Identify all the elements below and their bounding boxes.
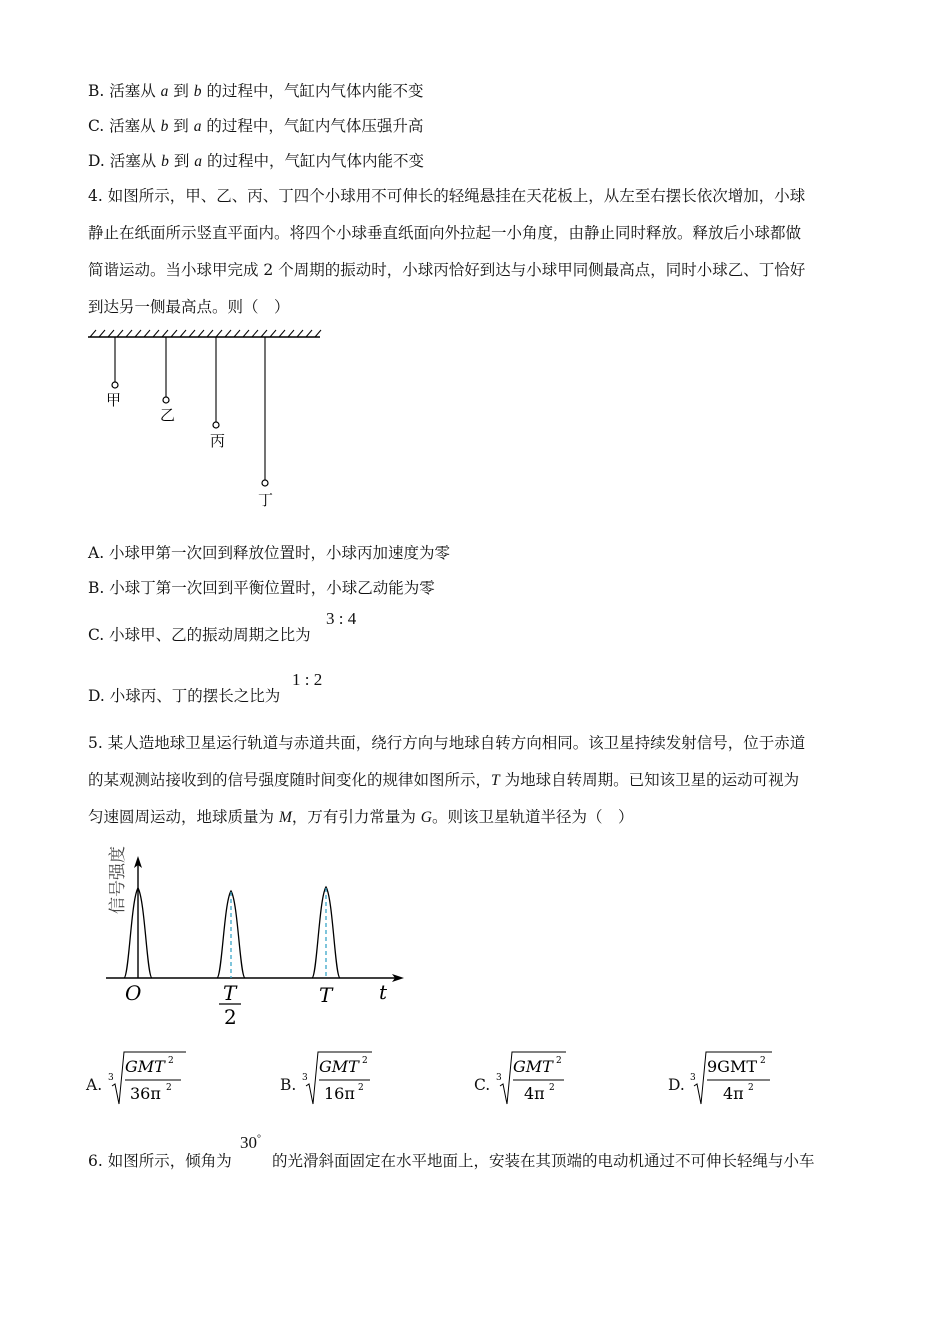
svg-text:16π: 16π bbox=[324, 1084, 355, 1103]
tick-half-denominator: 2 bbox=[224, 1005, 237, 1029]
q4-option-c: C. 小球甲、乙的振动周期之比为 bbox=[88, 626, 311, 644]
q5-line-1: 5. 某人造地球卫星运行轨道与赤道共面，绕行方向与地球自转方向相同。该卫星持续发射信号，位于赤道 bbox=[88, 734, 806, 752]
ylabel-signal-strength: 信号强度 bbox=[108, 846, 128, 914]
pendulum-ding bbox=[258, 337, 273, 509]
svg-text:3: 3 bbox=[690, 1073, 696, 1083]
svg-text:4π: 4π bbox=[524, 1084, 545, 1103]
svg-text:GMT: GMT bbox=[125, 1057, 165, 1076]
svg-text:3: 3 bbox=[496, 1073, 502, 1083]
q4-line-3: 简谐运动。当小球甲完成 2 个周期的振动时，小球丙恰好到达与小球甲同侧最高点，同时小球乙、丁恰好 bbox=[88, 261, 806, 279]
svg-text:GMT: GMT bbox=[319, 1057, 359, 1076]
q5-line-3: 匀速圆周运动，地球质量为 M，万有引力常量为 G。则该卫星轨道半径为（ ） bbox=[88, 808, 634, 826]
pendulum-figure bbox=[80, 325, 330, 515]
svg-text:3: 3 bbox=[302, 1073, 308, 1083]
q3-option-d: D. 活塞从 b 到 a 的过程中，气缸内气体内能不变 bbox=[88, 152, 424, 170]
svg-text:2: 2 bbox=[166, 1083, 172, 1093]
q4-stem bbox=[88, 178, 864, 326]
svg-text:3: 3 bbox=[108, 1073, 114, 1083]
label-bing: 丙 bbox=[210, 432, 226, 450]
pendulum-yi bbox=[160, 337, 175, 424]
svg-text:GMT: GMT bbox=[513, 1057, 553, 1076]
label-ding: 丁 bbox=[258, 491, 274, 509]
radical-b bbox=[300, 1050, 460, 1110]
q4-line-1: 4. 如图所示，甲、乙、丙、丁四个小球用不可伸长的轻绳悬挂在天花板上，从左至右摆长依次增加，小球 bbox=[88, 187, 806, 205]
q5-line-2: 的某观测站接收到的信号强度随时间变化的规律如图所示，T 为地球自转周期。已知该卫星的运动可视为 bbox=[88, 771, 800, 789]
svg-text:2: 2 bbox=[168, 1056, 174, 1066]
label-yi: 乙 bbox=[160, 406, 176, 424]
label-jia: 甲 bbox=[106, 391, 122, 409]
q5-stem bbox=[88, 725, 864, 836]
svg-text:2: 2 bbox=[748, 1083, 754, 1093]
svg-text:2: 2 bbox=[362, 1056, 368, 1066]
radical-d bbox=[688, 1050, 848, 1110]
q6-line-1: 6. 如图所示，倾角为 bbox=[88, 1152, 232, 1170]
svg-text:4π: 4π bbox=[723, 1084, 744, 1103]
ceiling-hatching bbox=[90, 330, 321, 337]
q4-option-d: D. 小球丙、丁的摆长之比为 bbox=[88, 687, 281, 705]
q4-option-c-ratio: 3 : 4 bbox=[326, 609, 357, 628]
svg-text:2: 2 bbox=[760, 1056, 766, 1066]
svg-text:36π: 36π bbox=[130, 1084, 161, 1103]
radical-d-numerator: 9GMT bbox=[707, 1057, 758, 1076]
signal-strength-figure bbox=[100, 842, 410, 1032]
origin-label: O bbox=[125, 981, 142, 1005]
radical-a bbox=[106, 1050, 266, 1110]
pendulum-jia bbox=[106, 337, 121, 409]
q4-option-d-ratio: 1 : 2 bbox=[292, 670, 323, 689]
q3-option-c: C. 活塞从 b 到 a 的过程中，气缸内气体压强升高 bbox=[88, 117, 424, 135]
q4-line-2: 静止在纸面所示竖直平面内。将四个小球垂直纸面向外拉起一小角度，由静止同时释放。释放后小球都做 bbox=[88, 224, 802, 242]
q6-angle: 30° bbox=[240, 1133, 261, 1152]
q4-option-a: A. 小球甲第一次回到释放位置时，小球丙加速度为零 bbox=[88, 544, 451, 562]
pendulum-bing bbox=[210, 337, 225, 450]
radical-c bbox=[494, 1050, 654, 1110]
tick-full-label: T bbox=[319, 983, 333, 1007]
q4-line-4: 到达另一侧最高点。则（ ） bbox=[88, 298, 290, 316]
svg-text:2: 2 bbox=[358, 1083, 364, 1093]
xlabel-t: t bbox=[379, 980, 388, 1004]
q6-line-1-rest: 的光滑斜面固定在水平地面上，安装在其顶端的电动机通过不可伸长轻绳与小车 bbox=[272, 1152, 815, 1170]
q3-option-b: B. 活塞从 a 到 b 的过程中，气缸内气体内能不变 bbox=[88, 82, 424, 100]
q4-option-b: B. 小球丁第一次回到平衡位置时，小球乙动能为零 bbox=[88, 579, 435, 597]
tick-half-numerator: T bbox=[223, 981, 237, 1005]
svg-text:2: 2 bbox=[556, 1056, 562, 1066]
svg-text:2: 2 bbox=[549, 1083, 555, 1093]
